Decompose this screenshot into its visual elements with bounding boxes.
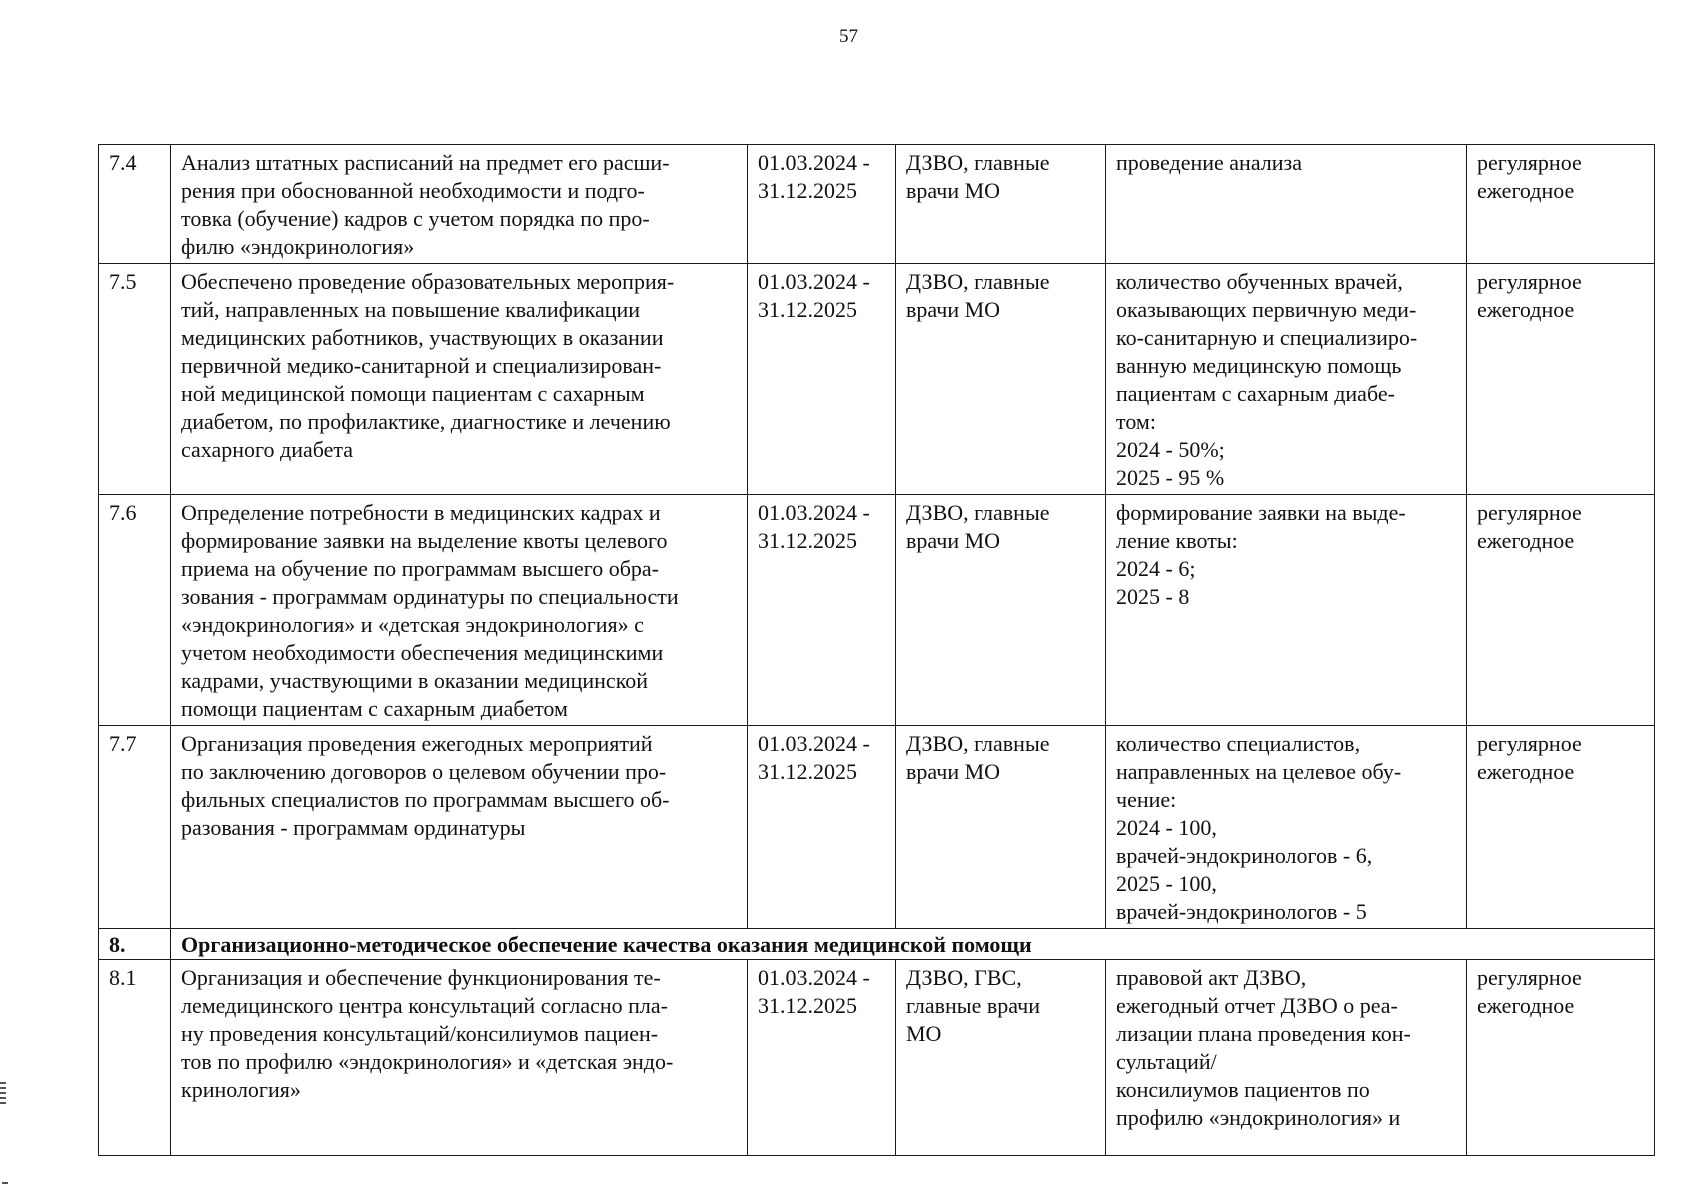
text-line: тов по профилю «эндокринология» и «детская эндо-	[181, 1049, 674, 1074]
text-line: врачей-эндокринологов - 6,	[1116, 843, 1373, 868]
item-number: 7.4	[99, 145, 171, 264]
responsible-cell	[896, 264, 1106, 495]
responsible-cell	[896, 726, 1106, 929]
text-line: регулярное	[1477, 500, 1582, 525]
text-line: диабетом, по профилактике, диагностике и лечению	[181, 409, 671, 434]
text-line: ежегодное	[1477, 528, 1575, 553]
table-row	[99, 264, 1655, 495]
scan-edge-dot	[2, 1182, 8, 1184]
text-line: товка (обучение) кадров с учетом порядка по про-	[181, 206, 650, 231]
text-line: кринология»	[181, 1077, 301, 1102]
item-number: 7.6	[99, 495, 171, 726]
responsible-cell	[896, 960, 1106, 1156]
frequency-cell	[1467, 726, 1655, 929]
text-line: ко-санитарную и специализиро-	[1116, 325, 1418, 350]
result-cell	[1106, 960, 1467, 1156]
text-line: 01.03.2024 -	[758, 500, 870, 525]
text-line: 2025 - 8	[1116, 584, 1190, 609]
text-line: Организация проведения ежегодных мероприятий	[181, 731, 653, 756]
section-row	[99, 929, 1655, 960]
text-line: регулярное	[1477, 965, 1582, 990]
text-line: регулярное	[1477, 150, 1582, 175]
text-line: врачи МО	[906, 759, 1001, 784]
action-cell	[171, 726, 748, 929]
text-line: рения при обоснованной необходимости и подго-	[181, 178, 645, 203]
text-line: ДЗВО, главные	[906, 500, 1050, 525]
text-line: ление квоты:	[1116, 528, 1238, 553]
text-line: разования - программам ординатуры	[181, 815, 526, 840]
dates-cell	[748, 145, 896, 264]
text-line: Обеспечено проведение образовательных мероприя-	[181, 269, 675, 294]
text-line: 2024 - 50%;	[1116, 437, 1225, 462]
action-plan-table	[98, 144, 1655, 1156]
result-cell	[1106, 145, 1467, 264]
text-line: формирование заявки на выделение квоты целевого	[181, 528, 668, 553]
text-line: ДЗВО, ГВС,	[906, 965, 1022, 990]
text-line: формирование заявки на выде-	[1116, 500, 1406, 525]
dates-cell	[748, 264, 896, 495]
text-line: лизации плана проведения кон-	[1116, 1021, 1411, 1046]
text-line: 31.12.2025	[758, 297, 857, 322]
text-line: «эндокринология» и «детская эндокринология» с	[181, 612, 644, 637]
frequency-cell	[1467, 145, 1655, 264]
item-number: 7.5	[99, 264, 171, 495]
section-number: 8.	[99, 929, 171, 960]
text-line: ежегодный отчет ДЗВО о реа-	[1116, 993, 1398, 1018]
text-line: филю «эндокринология»	[181, 234, 415, 259]
text-line: 31.12.2025	[758, 178, 857, 203]
text-line: 2024 - 6;	[1116, 556, 1196, 581]
text-line: 2024 - 100,	[1116, 815, 1217, 840]
action-cell	[171, 960, 748, 1156]
text-line: правовой акт ДЗВО,	[1116, 965, 1307, 990]
text-line: тий, направленных на повышение квалификации	[181, 297, 641, 322]
text-line: ежегодное	[1477, 759, 1575, 784]
result-cell	[1106, 264, 1467, 495]
text-line: 01.03.2024 -	[758, 269, 870, 294]
text-line: сультаций/	[1116, 1049, 1217, 1074]
table-row	[99, 960, 1655, 1156]
text-line: учетом необходимости обеспечения медицинскими	[181, 640, 664, 665]
table-body	[99, 145, 1655, 1156]
text-line: МО	[906, 1021, 942, 1046]
text-line: Организация и обеспечение функционирования те-	[181, 965, 661, 990]
item-number: 7.7	[99, 726, 171, 929]
text-line: 2025 - 100,	[1116, 871, 1217, 896]
text-line: ДЗВО, главные	[906, 731, 1050, 756]
dates-cell	[748, 495, 896, 726]
text-line: консилиумов пациентов по	[1116, 1077, 1370, 1102]
responsible-cell	[896, 495, 1106, 726]
text-line: главные врачи	[906, 993, 1040, 1018]
text-line: чение:	[1116, 787, 1177, 812]
text-line: количество специалистов,	[1116, 731, 1361, 756]
result-cell	[1106, 495, 1467, 726]
item-number: 8.1	[99, 960, 171, 1156]
text-line: по заключению договоров о целевом обучении про-	[181, 759, 667, 784]
text-line: врачей-эндокринологов - 5	[1116, 899, 1367, 924]
text-line: 01.03.2024 -	[758, 150, 870, 175]
result-cell	[1106, 726, 1467, 929]
page-number: 57	[839, 26, 858, 47]
text-line: врачи МО	[906, 178, 1001, 203]
text-line: лемедицинского центра консультаций согласно пла-	[181, 993, 668, 1018]
text-line: регулярное	[1477, 269, 1582, 294]
text-line: ной медицинской помощи пациентам с сахарным	[181, 381, 645, 406]
text-line: ну проведения консультаций/консилиумов пациен-	[181, 1021, 659, 1046]
scan-edge-marks	[0, 1082, 6, 1104]
text-line: ДЗВО, главные	[906, 269, 1050, 294]
action-cell	[171, 264, 748, 495]
text-line: зования - программам ординатуры по специальности	[181, 584, 679, 609]
text-line: 2025 - 95 %	[1116, 465, 1225, 490]
text-line: оказывающих первичную меди-	[1116, 297, 1417, 322]
text-line: количество обученных врачей,	[1116, 269, 1403, 294]
text-line: 31.12.2025	[758, 993, 857, 1018]
responsible-cell	[896, 145, 1106, 264]
text-line: регулярное	[1477, 731, 1582, 756]
text-line: том:	[1116, 409, 1156, 434]
text-line: сахарного диабета	[181, 437, 354, 462]
text-line: врачи МО	[906, 528, 1001, 553]
table-row	[99, 495, 1655, 726]
frequency-cell	[1467, 960, 1655, 1156]
text-line: приема на обучение по программам высшего обра-	[181, 556, 659, 581]
text-line: медицинских работников, участвующих в оказании	[181, 325, 664, 350]
text-line: пациентам с сахарным диабе-	[1116, 381, 1395, 406]
text-line: проведение анализа	[1116, 150, 1302, 175]
action-cell	[171, 495, 748, 726]
text-line: врачи МО	[906, 297, 1001, 322]
text-line: ДЗВО, главные	[906, 150, 1050, 175]
frequency-cell	[1467, 495, 1655, 726]
table-row	[99, 145, 1655, 264]
text-line: 01.03.2024 -	[758, 731, 870, 756]
frequency-cell	[1467, 264, 1655, 495]
text-line: первичной медико-санитарной и специализирован-	[181, 353, 662, 378]
text-line: помощи пациентам с сахарным диабетом	[181, 696, 568, 721]
text-line: Определение потребности в медицинских кадрах и	[181, 500, 661, 525]
text-line: ежегодное	[1477, 178, 1575, 203]
text-line: 31.12.2025	[758, 528, 857, 553]
text-line: профилю «эндокринология» и	[1116, 1105, 1401, 1130]
action-cell	[171, 145, 748, 264]
text-line: ванную медицинскую помощь	[1116, 353, 1402, 378]
text-line: фильных специалистов по программам высшего об-	[181, 787, 670, 812]
section-title: Организационно-методическое обеспечение качества оказания медицинской помощи	[171, 929, 1655, 960]
text-line: 01.03.2024 -	[758, 965, 870, 990]
text-line: ежегодное	[1477, 297, 1575, 322]
text-line: направленных на целевое обу-	[1116, 759, 1402, 784]
text-line: Анализ штатных расписаний на предмет его расши-	[181, 150, 670, 175]
dates-cell	[748, 960, 896, 1156]
text-line: кадрами, участвующими в оказании медицинской	[181, 668, 649, 693]
dates-cell	[748, 726, 896, 929]
table-row	[99, 726, 1655, 929]
text-line: 31.12.2025	[758, 759, 857, 784]
text-line: ежегодное	[1477, 993, 1575, 1018]
